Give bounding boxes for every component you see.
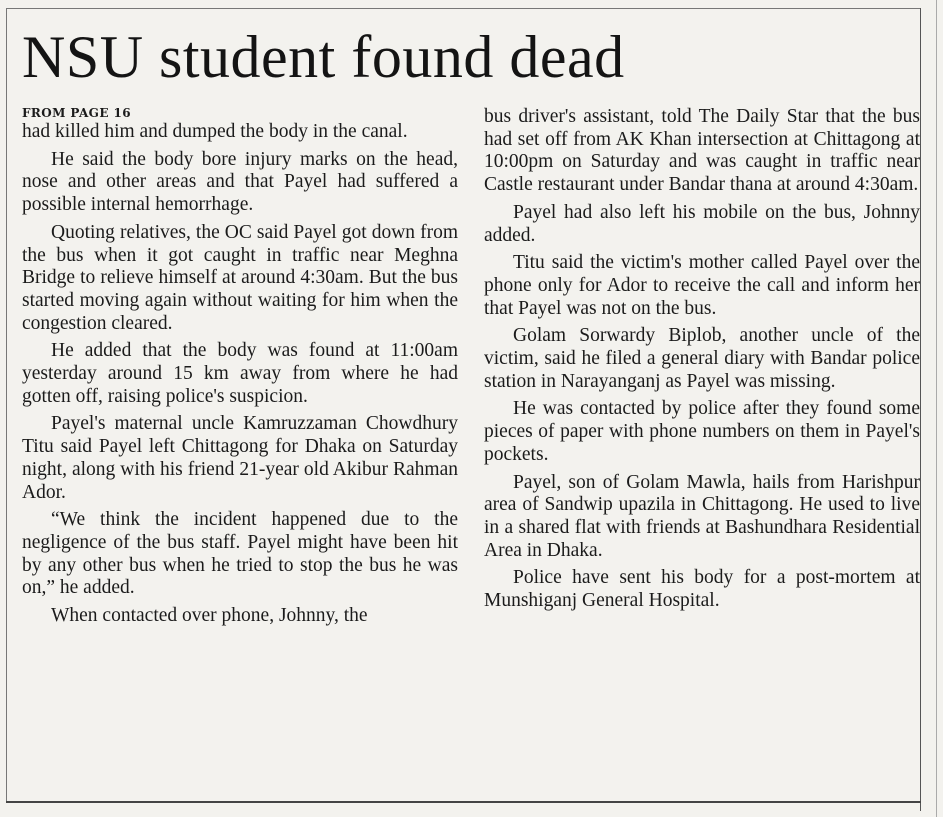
headline: NSU student found dead (22, 24, 625, 90)
paragraph: Quoting relatives, the OC said Payel got down from the bus when it got caught in traffic near Meghna Bridge to relieve himself at around 4:30am. But the bus started moving again without waiting for him when the congestion cleared. (22, 221, 458, 334)
paragraph: Payel's maternal uncle Kamruzzaman Chowdhury Titu said Payel left Chittagong for Dhaka on Saturday night, along with his friend 21-year old Akibur Rahman Ador. (22, 413, 458, 503)
right-rule (920, 8, 921, 811)
bottom-rule (6, 801, 921, 803)
paragraph: Police have sent his body for a post-mortem at Munshiganj General Hospital. (484, 567, 920, 612)
top-rule (6, 8, 921, 9)
paragraph: When contacted over phone, Johnny, the (51, 605, 368, 627)
paragraph: He added that the body was found at 11:00am yesterday around 15 km away from where he had gotten off, raising police's suspicion. (22, 340, 458, 407)
paragraph: He was contacted by police after they found some pieces of paper with phone numbers on them in Payel's pockets. (484, 398, 920, 465)
paragraph: Payel had also left his mobile on the bus, Johnny added. (484, 201, 920, 246)
paragraph: Golam Sorwardy Biplob, another uncle of the victim, said he filed a general diary with Bandar police station in Narayanganj as Payel was missing. (484, 325, 920, 392)
article-column-right (484, 106, 920, 618)
paragraph: bus driver's assistant, told The Daily Star that the bus had set off from AK Khan intersection at Chittagong at 10:00pm on Saturday and was caught in traffic near Castle restaurant under Bandar thana at around 4:30am. (484, 106, 920, 196)
paragraph: Titu said the victim's mother called Payel over the phone only for Ador to receive the call and inform her that Payel was not on the bus. (484, 252, 920, 319)
paragraph: Payel, son of Golam Mawla, hails from Harishpur area of Sandwip upazila in Chittagong. He used to live in a shared flat with friends at Bashundhara Residential Area in Dhaka. (484, 471, 920, 561)
page-edge-rule (936, 0, 937, 817)
continuation-kicker: FROM PAGE 16 (22, 106, 131, 120)
article-column-left (22, 106, 458, 633)
paragraph: had killed him and dumped the body in the canal. (22, 121, 408, 142)
left-rule (6, 8, 7, 803)
paragraph: He said the body bore injury marks on the head, nose and other areas and that Payel had suffered a possible internal hemorrhage. (22, 148, 458, 216)
paragraph: “We think the incident happened due to the negligence of the bus staff. Payel might have been hit by any other bus when he tried to stop the bus he was on,” he added. (22, 509, 458, 599)
